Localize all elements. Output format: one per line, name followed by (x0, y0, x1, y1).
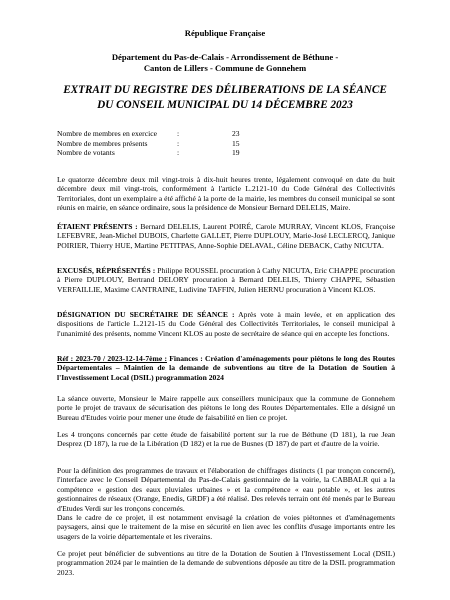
departement-line-1: Département du Pas-de-Calais - Arrondissement de Béthune - (111, 52, 339, 62)
count-separator: : (177, 138, 180, 148)
title-line-1: EXTRAIT DU REGISTRE DES DÉLIBERATIONS DE LA SÉANCE (63, 84, 387, 96)
body-paragraph: Ce projet peut bénéficier de subventions au titre de la Dotation de Soutien à l'Investissement Local (DSIL) programmation 2024 par le maintien de la demande de subventions déposée au titre de la DSIL programmation 2023. (57, 549, 395, 577)
count-separator: : (177, 129, 180, 138)
title-line-2: DU CONSEIL MUNICIPAL DU 14 DÉCEMBRE 2023 (97, 98, 353, 111)
count-value: 19 (232, 148, 240, 158)
deliberation-title: Finances : Création d'aménagements pour piétons le long des Routes Départementales – Maintien de la demande de subventions au titre de la Dotation de Soutien à l'Investissement Local (DSIL) programmation 2024 (57, 354, 395, 382)
count-label: Nombre de membres en exercice (57, 129, 157, 138)
body-paragraph: Les 4 tronçons concernés par cette étude de faisabilité portent sur la rue de Béthune (D 181), la rue Jean Desprez (D 187), la rue de la Libération (D 182) et la rue de Busnes (D 187) de part et d'autre de la voirie. (57, 430, 395, 449)
count-row (57, 129, 257, 139)
secretaire-text: Après vote à main levée, et en application des dispositions de l'article L.2121-15 du Code Général des Collectivités Territoriales, le conseil municipal à l'unanimité des présents, nomme Vincent KLOS au poste de secrétaire de séance qui en accepte les fonctions. (57, 310, 395, 338)
body-paragraph: Dans le cadre de ce projet, il est notamment envisagé la création de voies piétonnes et d'aménagements paysagers, ainsi que le traitement de la mise en sécurité en lien avec les conflits d'usage importants entre les usagers de la voirie départementale et les riverains. (57, 513, 395, 541)
excuses-label: EXCUSÉS, RÉPRÉSENTÉS : (57, 266, 156, 275)
count-label: Nombre de membres présents (57, 138, 148, 148)
excuses-paragraph (57, 266, 395, 294)
excuses-text: Philippe ROUSSEL procuration à Cathy NICUTA, Eric CHAPPE procuration à Pierre DUPLOUY, Bertrand DELORY procuration à Bernard DELELIS, Thierry CHAPPE, Sébastien VERFAILLIE, Maxime CANTRAINE, Ludivine TAFFIN, Julien HERNU procuration à Vincent KLOS. (57, 266, 395, 294)
body-paragraph: Pour la définition des programmes de travaux et l'élaboration de chiffrages distincts (1 par tronçon concerné), l'interface avec le Conseil Départemental du Pas-de-Calais gestionnaire de la voirie, la CABBALR qui a la compétence « gestion des eaux pluviales urbaines » et la compétence « eau potable », et les autres gestionnaires de réseaux (Orange, Enedis, GRDF) a été réalisé. Des relevés terrain ont été menés par le Bureau d'Etudes Verdi sur les tronçons concernés. (57, 466, 395, 513)
presents-paragraph (57, 222, 395, 250)
deliberation-ref: Réf : 2023-70 / 2023-12-14-7ème : (57, 354, 168, 363)
member-counts (57, 129, 257, 158)
secretaire-label: DÉSIGNATION DU SECRÉTAIRE DE SÉANCE : (57, 310, 235, 319)
count-value: 23 (232, 129, 240, 138)
intro-paragraph: Le quatorze décembre deux mil vingt-trois à dix-huit heures trente, légalement convoqué en date du huit décembre deux mil vingt-trois, conformément à l'article L.2121-10 du Code Général des Collectivités Territoriales, dont un exemplaire a été affiché à la porte de la mairie, les membres du conseil municipal se sont réunis en mairie, en séance ordinaire, sous la présidence de Monsieur Bernard DELELIS, Maire. (57, 175, 395, 213)
count-label: Nombre de votants (57, 148, 115, 158)
departement-line-2: Canton de Lillers - Commune de Gonnehem (143, 63, 307, 73)
deliberation-heading (57, 354, 395, 382)
count-row (57, 139, 257, 149)
presents-label: ÉTAIENT PRÉSENTS : (57, 222, 138, 231)
count-row (57, 148, 257, 158)
document-title (30, 83, 420, 112)
count-value: 15 (232, 138, 240, 148)
departement-heading (40, 52, 410, 74)
presents-text: Bernard DELELIS, Laurent POIRÉ, Carole MURRAY, Vincent KLOS, Françoise LEFEBVRE, Jean-Michel DUBOIS, Charlette GALLET, Pierre DUPLOUY, Marie-José LECLERCQ, Janique POIRIER, Thierry HUE, Martine PETITPAS, Anne-Sophie DELAVAL, Céline DEBACK, Cathy NICUTA. (57, 222, 395, 250)
count-separator: : (177, 148, 180, 158)
republique-heading: République Française (184, 28, 266, 38)
body-paragraph: La séance ouverte, Monsieur le Maire rappelle aux conseillers municipaux que la commune de Gonnehem porte le projet de travaux de sécurisation des piétons le long des Routes Départementales. Elle a désigné un Bureau d'Etudes voirie pour mener une étude de faisabilité en lien ce projet. (57, 394, 395, 422)
secretaire-paragraph (57, 310, 395, 338)
